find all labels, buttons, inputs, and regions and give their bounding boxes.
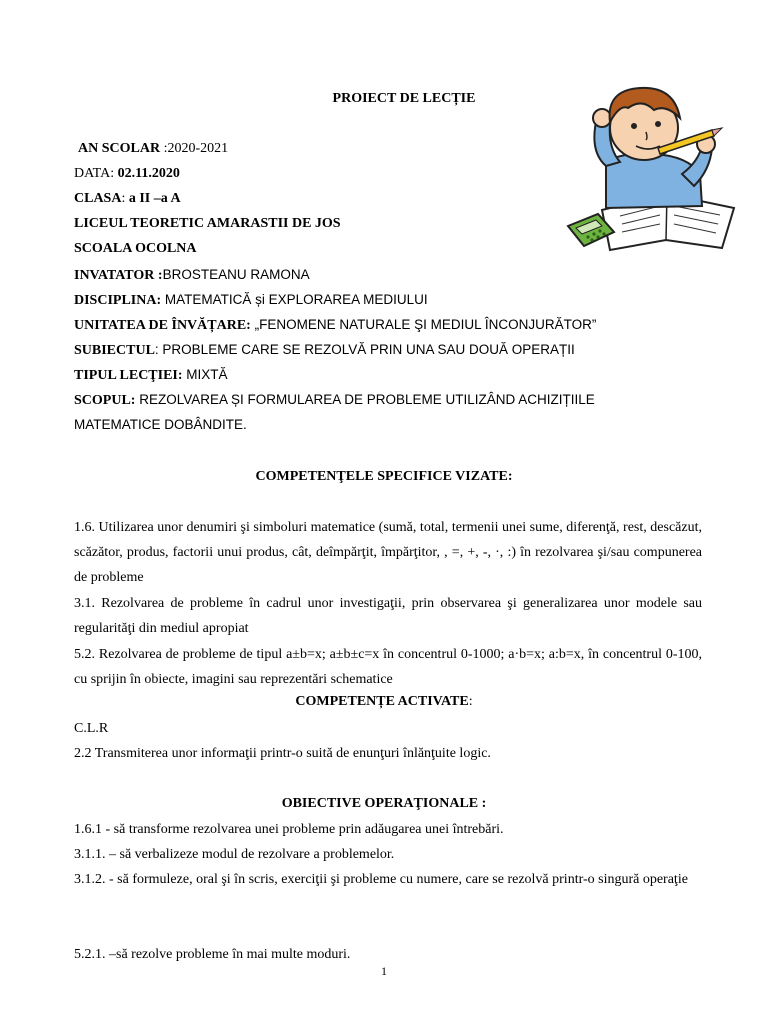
competente-activate-heading xyxy=(0,693,768,711)
tipul-line xyxy=(74,366,228,385)
page-title: PROIECT DE LECȚIE xyxy=(332,91,476,106)
subiectul-line xyxy=(74,341,575,360)
scoala-line: SCOALA OCOLNA xyxy=(74,241,197,256)
invatator-label: INVATATOR : xyxy=(74,268,163,283)
clasa-value: a II –a A xyxy=(125,191,181,206)
student-studying-clipart xyxy=(562,82,742,254)
obiectiv-5-2-1: 5.2.1. –să rezolve probleme în mai multe moduri. xyxy=(74,947,351,962)
an-scolar-line xyxy=(78,140,228,158)
scopul-label: SCOPUL: xyxy=(74,393,136,408)
competenta-activata-clr: C.L.R xyxy=(74,721,109,736)
invatator-value: BROSTEANU RAMONA xyxy=(162,267,310,282)
obiectiv-3-1-2: 3.1.2. - să formuleze, oral şi în scris, exerciţii şi probleme cu numere, care se rezolvă printr-o singură operaţie xyxy=(74,872,688,887)
competente-activate-title: COMPETENȚE ACTIVATE xyxy=(295,694,469,709)
disciplina-label: DISCIPLINA: xyxy=(74,293,162,308)
competenta-5-2: 5.2. Rezolvarea de probleme de tipul a±b=x; a±b±c=x în concentrul 0-1000; a·b=x; a:b=x, în concentrul 0-100, cu sprijin în obiecte, imagini sau reprezentări schematice xyxy=(74,647,702,687)
competente-specifice-heading: COMPETENŢELE SPECIFICE VIZATE: xyxy=(255,469,513,484)
obiectiv-3-1-1: 3.1.1. – să verbalizeze modul de rezolvare a problemelor. xyxy=(74,847,395,862)
scopul-value: REZOLVAREA ȘI FORMULAREA DE PROBLEME UTILIZÂND ACHIZIȚIILE xyxy=(135,392,595,407)
tipul-value: MIXTĂ xyxy=(182,367,228,382)
invatator-line xyxy=(74,266,310,285)
disciplina-value: MATEMATICĂ și EXPLORAREA MEDIULUI xyxy=(161,292,428,307)
competenta-activata-2-2: 2.2 Transmiterea unor informaţii printr-o suită de enunţuri înlănţuite logic. xyxy=(74,746,491,761)
disciplina-line xyxy=(74,291,428,310)
obiective-heading: OBIECTIVE OPERAŢIONALE : xyxy=(281,796,487,811)
scopul-continuation: MATEMATICE DOBÂNDITE. xyxy=(74,417,247,432)
tipul-label: TIPUL LECŢIEI: xyxy=(74,368,183,383)
clasa-sep: : xyxy=(121,191,126,206)
unitatea-label: UNITATEA DE ÎNVĂȚARE: xyxy=(74,318,251,333)
data-value: 02.11.2020 xyxy=(117,166,180,181)
scopul-line xyxy=(74,391,595,410)
competenta-3-1: 3.1. Rezolvarea de probleme în cadrul unor investigaţii, prin observarea şi generalizarea unor modele sau regularităţi din mediul apropiat xyxy=(74,596,702,636)
obiectiv-1-6-1: 1.6.1 - să transforme rezolvarea unei probleme prin adăugarea unei întrebări. xyxy=(74,822,504,837)
unitatea-value: „FENOMENE NATURALE ŞI MEDIUL ÎNCONJURĂTOR” xyxy=(250,317,597,332)
clasa-label: CLASA xyxy=(74,191,122,206)
an-scolar-sep: : xyxy=(160,141,168,156)
subiectul-label: SUBIECTUL xyxy=(74,343,155,358)
an-scolar-value: 2020-2021 xyxy=(167,141,229,156)
page-number: 1 xyxy=(381,964,387,978)
unitatea-line xyxy=(74,316,596,335)
data-label: DATA: xyxy=(74,166,115,181)
competenta-1-6: 1.6. Utilizarea unor denumiri şi simboluri matematice (sumă, total, termenii unei sume, diferenţă, rest, descăzut, scăzător, produs, factorii unui produs, cât, deîmpărţit, împărţitor, , =, +, -, ·, :) în rezolvarea şi/sau compunerea de probleme xyxy=(74,520,702,585)
subiectul-value: : PROBLEME CARE SE REZOLVĂ PRIN UNA SAU DOUĂ OPERAȚII xyxy=(154,342,575,357)
data-line xyxy=(74,165,180,183)
an-scolar-label: AN SCOLAR xyxy=(78,141,161,156)
clasa-line xyxy=(74,190,181,208)
liceu-line: LICEUL TEORETIC AMARASTII DE JOS xyxy=(74,216,341,231)
competente-activate-colon: : xyxy=(468,694,473,709)
